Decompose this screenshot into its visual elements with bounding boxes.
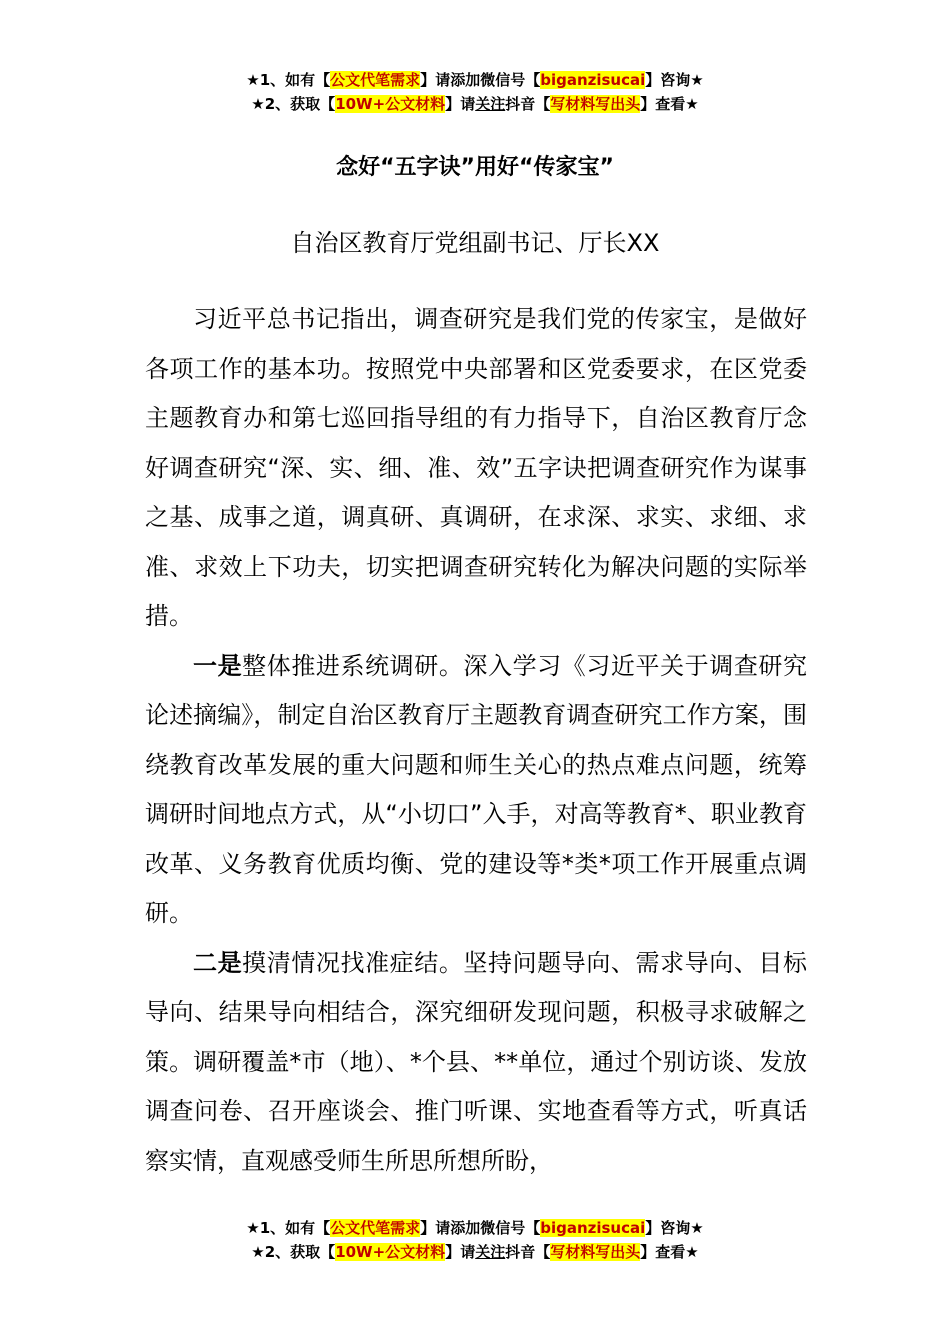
highlight-need: 公文代笔需求 (330, 1219, 421, 1237)
promo-line-2: ★2、获取【10W+公文材料】请关注抖音【写材料写出头】查看★ (251, 1243, 699, 1261)
promo-line-2: ★2、获取【10W+公文材料】请关注抖音【写材料写出头】查看★ (251, 95, 699, 113)
document-body (145, 295, 807, 1186)
highlight-douyin: 写材料写出头 (550, 95, 641, 113)
document-author: 自治区教育厅党组副书记、厅长XX (290, 229, 660, 257)
paragraph-lead: 二是 (193, 948, 243, 977)
highlight-douyin: 写材料写出头 (550, 1243, 641, 1261)
promo-banner-bottom (0, 1216, 950, 1264)
promo-line-1: ★1、如有【公文代笔需求】请添加微信号【biganzisucai】咨询★ (246, 71, 704, 89)
document-title: 念好“五字诀”用好“传家宝” (336, 155, 614, 180)
promo-banner-top (0, 68, 950, 116)
underline-follow: 关注 (475, 95, 506, 113)
highlight-materials: 10W+公文材料 (335, 95, 446, 113)
paragraph: 习近平总书记指出，调查研究是我们党的传家宝，是做好各项工作的基本功。按照党中央部署和区党委要求，在区党委主题教育办和第七巡回指导组的有力指导下，自治区教育厅念好调查研究“深、实、细、准、效”五字诀把调查研究作为谋事之基、成事之道，调真研、真调研，在求深、求实、求细、求准、求效上下功夫，切实把调查研究转化为解决问题的实际举措。 (145, 305, 807, 630)
highlight-wechat-id: biganzisucai (540, 1219, 646, 1237)
highlight-need: 公文代笔需求 (330, 71, 421, 89)
highlight-materials: 10W+公文材料 (335, 1243, 446, 1261)
paragraph: 二是摸清情况找准症结。坚持问题导向、需求导向、目标导向、结果导向相结合，深究细研发现问题，积极寻求破解之策。调研覆盖*市（地）、*个县、**单位，通过个别访谈、发放调查问卷、召开座谈会、推门听课、实地查看等方式，听真话察实情，直观感受师生所思所想所盼， (145, 948, 808, 1175)
paragraph: 一是整体推进系统调研。深入学习《习近平关于调查研究论述摘编》，制定自治区教育厅主题教育调查研究工作方案，围绕教育改革发展的重大问题和师生关心的热点难点问题，统筹调研时间地点方式，从“小切口”入手，对高等教育*、职业教育改革、义务教育优质均衡、党的建设等*类*项工作开展重点调研。 (145, 651, 808, 927)
promo-line-1: ★1、如有【公文代笔需求】请添加微信号【biganzisucai】咨询★ (246, 1219, 704, 1237)
underline-follow: 关注 (475, 1243, 506, 1261)
highlight-wechat-id: biganzisucai (540, 71, 646, 89)
paragraph-lead: 一是 (193, 651, 243, 680)
